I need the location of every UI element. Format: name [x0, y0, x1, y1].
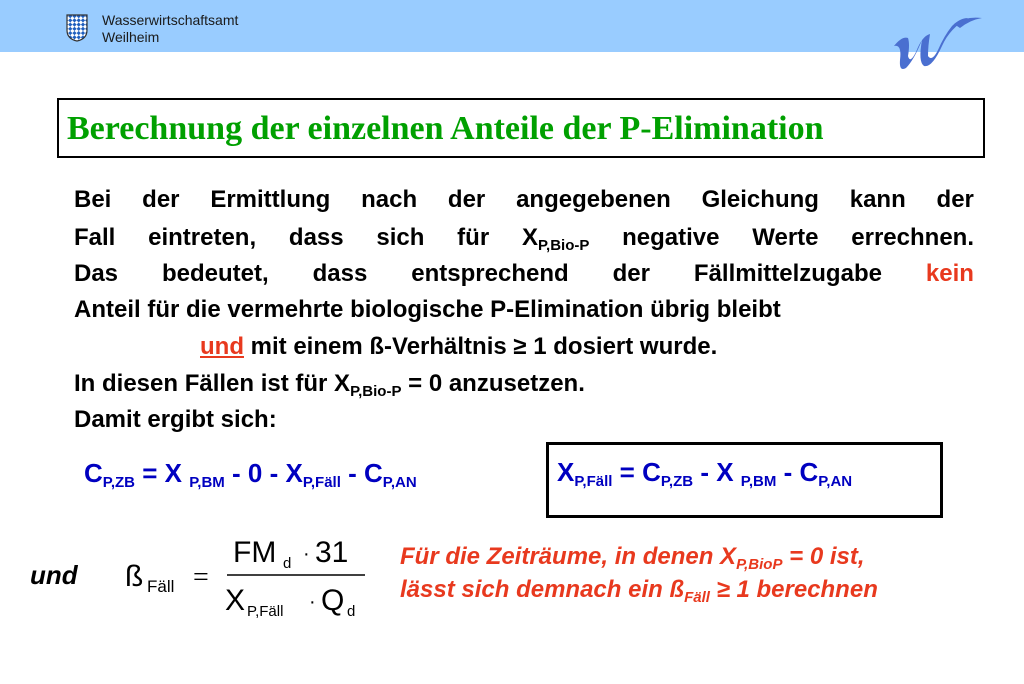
paragraph-line-3	[74, 260, 974, 288]
word: für	[457, 224, 490, 251]
svg-text:FM: FM	[233, 536, 277, 569]
equation-x-pfaell: $X_{P,Fäll} = C_{P,ZB} - X$ $_{P,BM} - C_{P,AN}$	[557, 457, 853, 490]
svg-text:Fäll: Fäll	[147, 577, 175, 596]
word: Das	[74, 260, 119, 287]
svg-text:31: 31	[315, 536, 349, 569]
svg-text:·: ·	[303, 543, 310, 565]
organization-name: Wasserwirtschaftsamt Weilheim	[102, 12, 239, 45]
word: dass	[288, 224, 344, 251]
emphasis-kein: kein	[925, 260, 974, 287]
word: Fällmittelzugabe	[693, 260, 882, 287]
word: bedeutet,	[161, 260, 269, 287]
word: der	[936, 186, 974, 213]
paragraph-line-2	[74, 224, 974, 252]
word: Gleichung	[701, 186, 819, 213]
conclusion-note	[400, 540, 878, 606]
paragraph-line-6: In diesen Fällen ist für $X_{P,Bio-P} = 0$ anzusetzen.	[74, 370, 585, 400]
equation-c-pzb: $C_{P,ZB} = X$ $_{P,BM} - 0 - X_{P,Fäll} - C_{P,AN}$	[84, 458, 417, 491]
beta-faell-formula	[125, 530, 370, 625]
word: Werte	[752, 224, 819, 251]
word: errechnen.	[851, 224, 974, 251]
beta-symbol: ß	[125, 560, 144, 593]
slide-title: Berechnung der einzelnen Anteile der P-Elimination	[67, 110, 824, 147]
word: Fall	[74, 224, 116, 251]
svg-text:d: d	[283, 555, 292, 572]
word: der	[447, 186, 486, 213]
paragraph-line-1	[74, 186, 974, 214]
svg-text:d: d	[347, 603, 356, 620]
svg-text:P,Fäll: P,Fäll	[247, 603, 284, 620]
word: der	[142, 186, 180, 213]
word: dass	[312, 260, 368, 287]
x-pbiop-term: $X_{P,Bio-P}$	[521, 224, 590, 254]
word: der	[612, 260, 650, 287]
equation-box	[546, 442, 943, 518]
word: kann	[849, 186, 906, 213]
word: nach	[361, 186, 418, 213]
word: entsprechend	[411, 260, 569, 287]
svg-text:·: ·	[309, 591, 316, 613]
word: Bei	[74, 186, 112, 213]
equals-sign: =	[193, 562, 209, 593]
word: Ermittlung	[210, 186, 331, 213]
svg-text:X: X	[225, 584, 246, 617]
header-bar	[0, 0, 1024, 52]
connector-und: und	[30, 560, 78, 590]
title-box	[57, 98, 985, 158]
wave-w-logo-icon	[888, 10, 984, 80]
bavarian-lozenge-crest-icon	[66, 14, 88, 42]
note-line-2: lässt sich demnach ein $ß_{Fäll} \ge 1$ berechnen	[400, 576, 878, 606]
emphasis-und: und	[200, 333, 244, 360]
note-line-1: Für die Zeiträume, in denen $X_{P,BioP} = 0$ ist,	[400, 543, 865, 573]
word: sich	[376, 224, 425, 251]
svg-text:Q: Q	[321, 584, 345, 617]
word: eintreten,	[148, 224, 257, 251]
paragraph-line-4: Anteil für die vermehrte biologische P-Elimination übrig bleibt	[74, 296, 781, 323]
word: negative	[622, 224, 720, 251]
word: angegebenen	[516, 186, 671, 213]
paragraph-line-7: Damit ergibt sich:	[74, 406, 277, 433]
paragraph-line-5: und mit einem ß-Verhältnis ≥ 1 dosiert wurde.	[200, 333, 718, 360]
